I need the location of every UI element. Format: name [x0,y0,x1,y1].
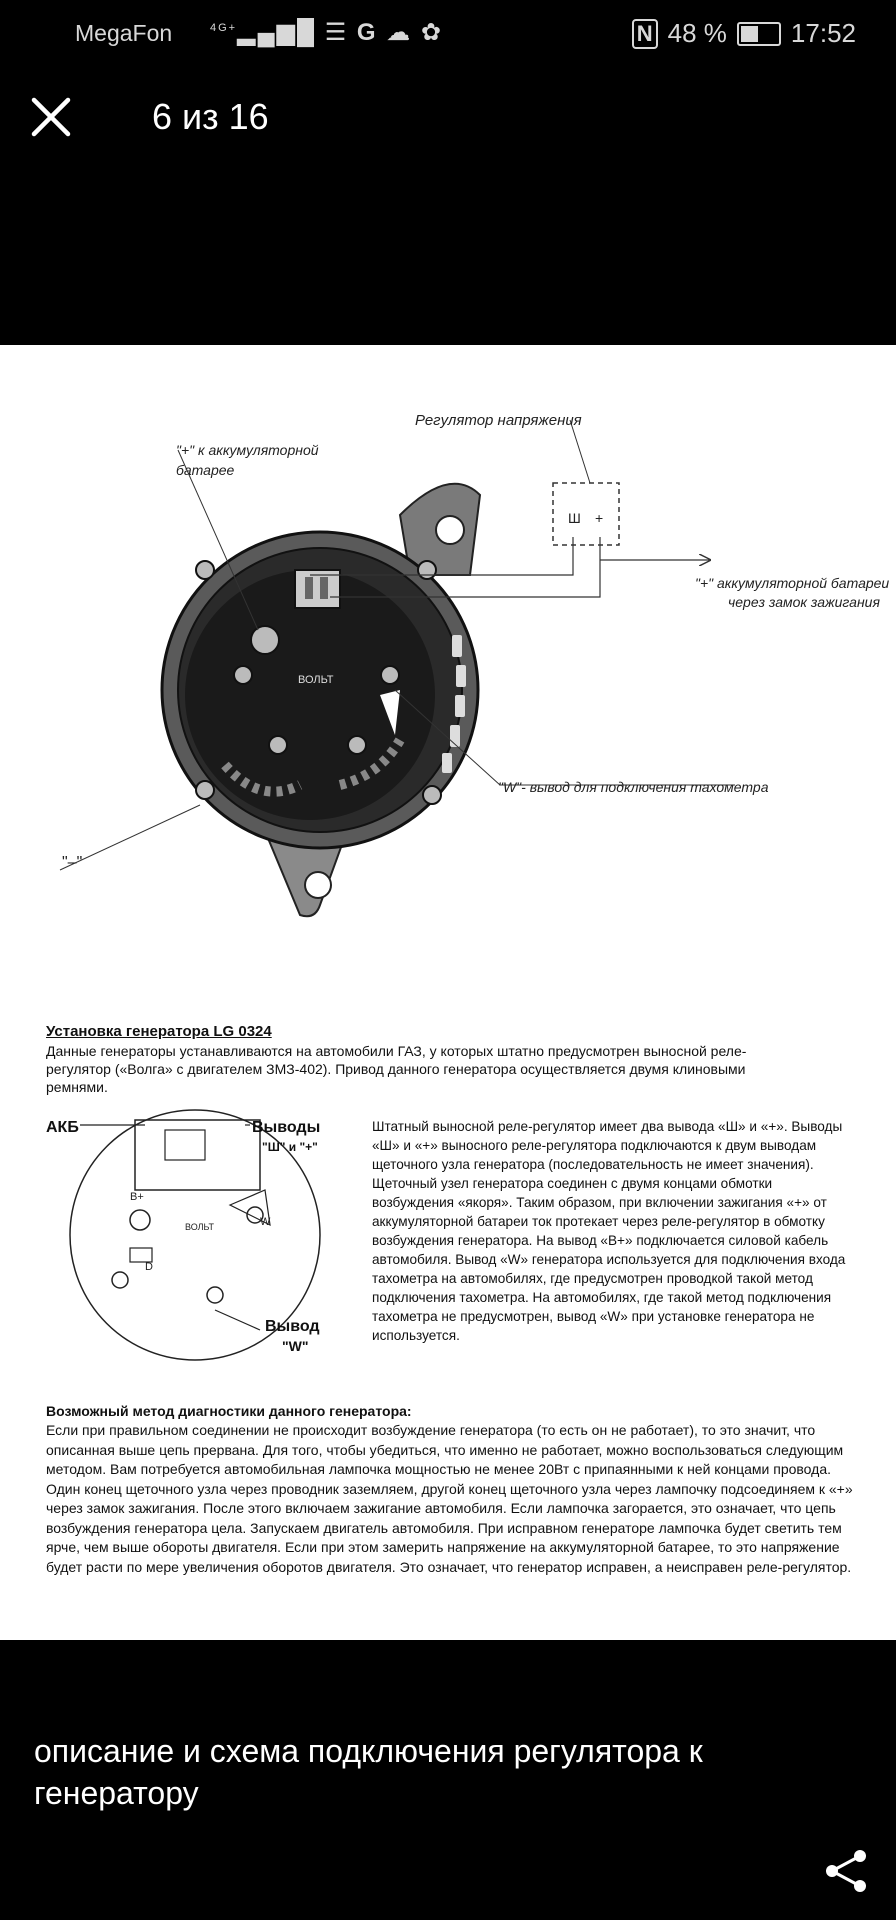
schematic-volt: ВОЛЬТ [185,1222,215,1232]
minus-label: "–" [62,854,83,871]
terminal-plus: + [595,510,604,526]
signal-icon: ▂▄▆█ [237,19,317,46]
gallery-image[interactable] [0,345,896,1640]
image-caption: описание и схема подключения регулятора к генератору [34,1733,703,1811]
doc-side-text: Штатный выносной реле-регулятор имеет два вывода «Ш» и «+». Выводы «Ш» и «+» выносного реле-регулятора подключаются к двум выводам щеточного узла генератора (последовательность не имеет значения). Щеточный узел генератора соединен с двумя концами обмотки возбуждения «якоря». Таким образом, при включении зажигания «+» от аккумуляторной батареи ток протекает через реле-регулятор в обмотку возбуждения генератора. На вывод «В+» подключается силовой кабель автомобиля. Вывод «W» генератора используется для подключения входа тахометра на автомобилях, где предусмотрен проводкой такой метод подключения тахометра. На автомобилях, где такой метод подключения тахометра не предусмотрен, вывод «W» при установке генератора не используется. [372,1119,846,1343]
notification-icon: ☰ [324,19,349,46]
close-icon[interactable] [28,94,74,140]
w-output-label: Вывод [265,1318,320,1335]
w-label: W [260,1216,271,1228]
akb-label: АКБ [46,1119,79,1136]
ignition-label-1: "+" аккумуляторной батареи [695,575,890,591]
share-icon[interactable] [822,1846,872,1896]
battery-level [741,26,758,42]
cloud-app-icon: ☁ [386,19,413,46]
diag-text: Если при правильном соединении не происходит возбуждение генератора (то есть он не работает), то это значит, что описанная выше цепь прервана. Для того, чтобы убедиться, что именно не работает, можно воспользоваться следующим методом. Вам потребуется автомобильная лампочка мощностью не менее 20Вт с припаянными к ней концами провода. Один конец щеточного узла через проводник заземляем, другой конец щеточного узла через лампочку подсоединяем к «+» через замок зажигания. После этого включаем зажигание автомобиля. Если лампочка загорается, это означает, что цепь возбуждения генератора цела. Запускаем двигатель автомобиля. При исправном генераторе лампочка будет светить тем ярче, чем выше обороты двигателя. Если при этом замерить напряжение на аккумуляторной батарее, то это напряжение будет расти по мере увеличения оборотов двигателя. Это означает, что генератор исправен, а неисправен реле-регулятор. [46,1422,853,1575]
terminal-sh: Ш [568,510,581,526]
regulator-label: Регулятор напряжения [415,412,582,429]
w-output-sub: "W" [282,1338,309,1354]
signal-icons [210,18,443,47]
status-bar [0,0,896,70]
g-app-icon: G [356,19,378,46]
clock: 17:52 [790,18,856,48]
b-plus-label: B+ [130,1191,144,1203]
ignition-label-2: через замок зажигания [728,594,880,610]
volt-label: ВОЛЬТ [298,674,334,686]
outputs-label: Выводы [252,1119,321,1136]
w-terminal-label: "W"- вывод для подключения тахометра [498,779,769,795]
network-type: 4G+ [210,22,238,34]
small-schematic [46,1110,320,1360]
d-label: D [145,1261,153,1273]
battery-percent: 48 % [667,18,727,48]
image-counter: 6 из 16 [152,96,269,137]
viewer-toolbar [0,90,896,150]
carrier-name: MegaFon [75,20,173,46]
diag-heading: Возможный метод диагностики данного генератора: [46,1403,412,1419]
doc-intro: Данные генераторы устанавливаются на автомобили ГАЗ, у которых штатно предусмотрен выносной реле-регулятор («Волга» с двигателем ЗМЗ-402). Привод данного генератора осуществляется двумя клиновыми ремнями. [46,1043,747,1095]
battery-icon [737,22,781,46]
settings-app-icon: ✿ [420,19,444,46]
battery-plus-label-2: батарее [176,462,235,478]
nfc-icon: N [632,19,658,49]
battery-plus-label-1: "+" к аккумуляторной [176,442,319,458]
outputs-sub: "Ш" и "+" [262,1140,318,1154]
doc-heading: Установка генератора LG 0324 [46,1023,272,1040]
